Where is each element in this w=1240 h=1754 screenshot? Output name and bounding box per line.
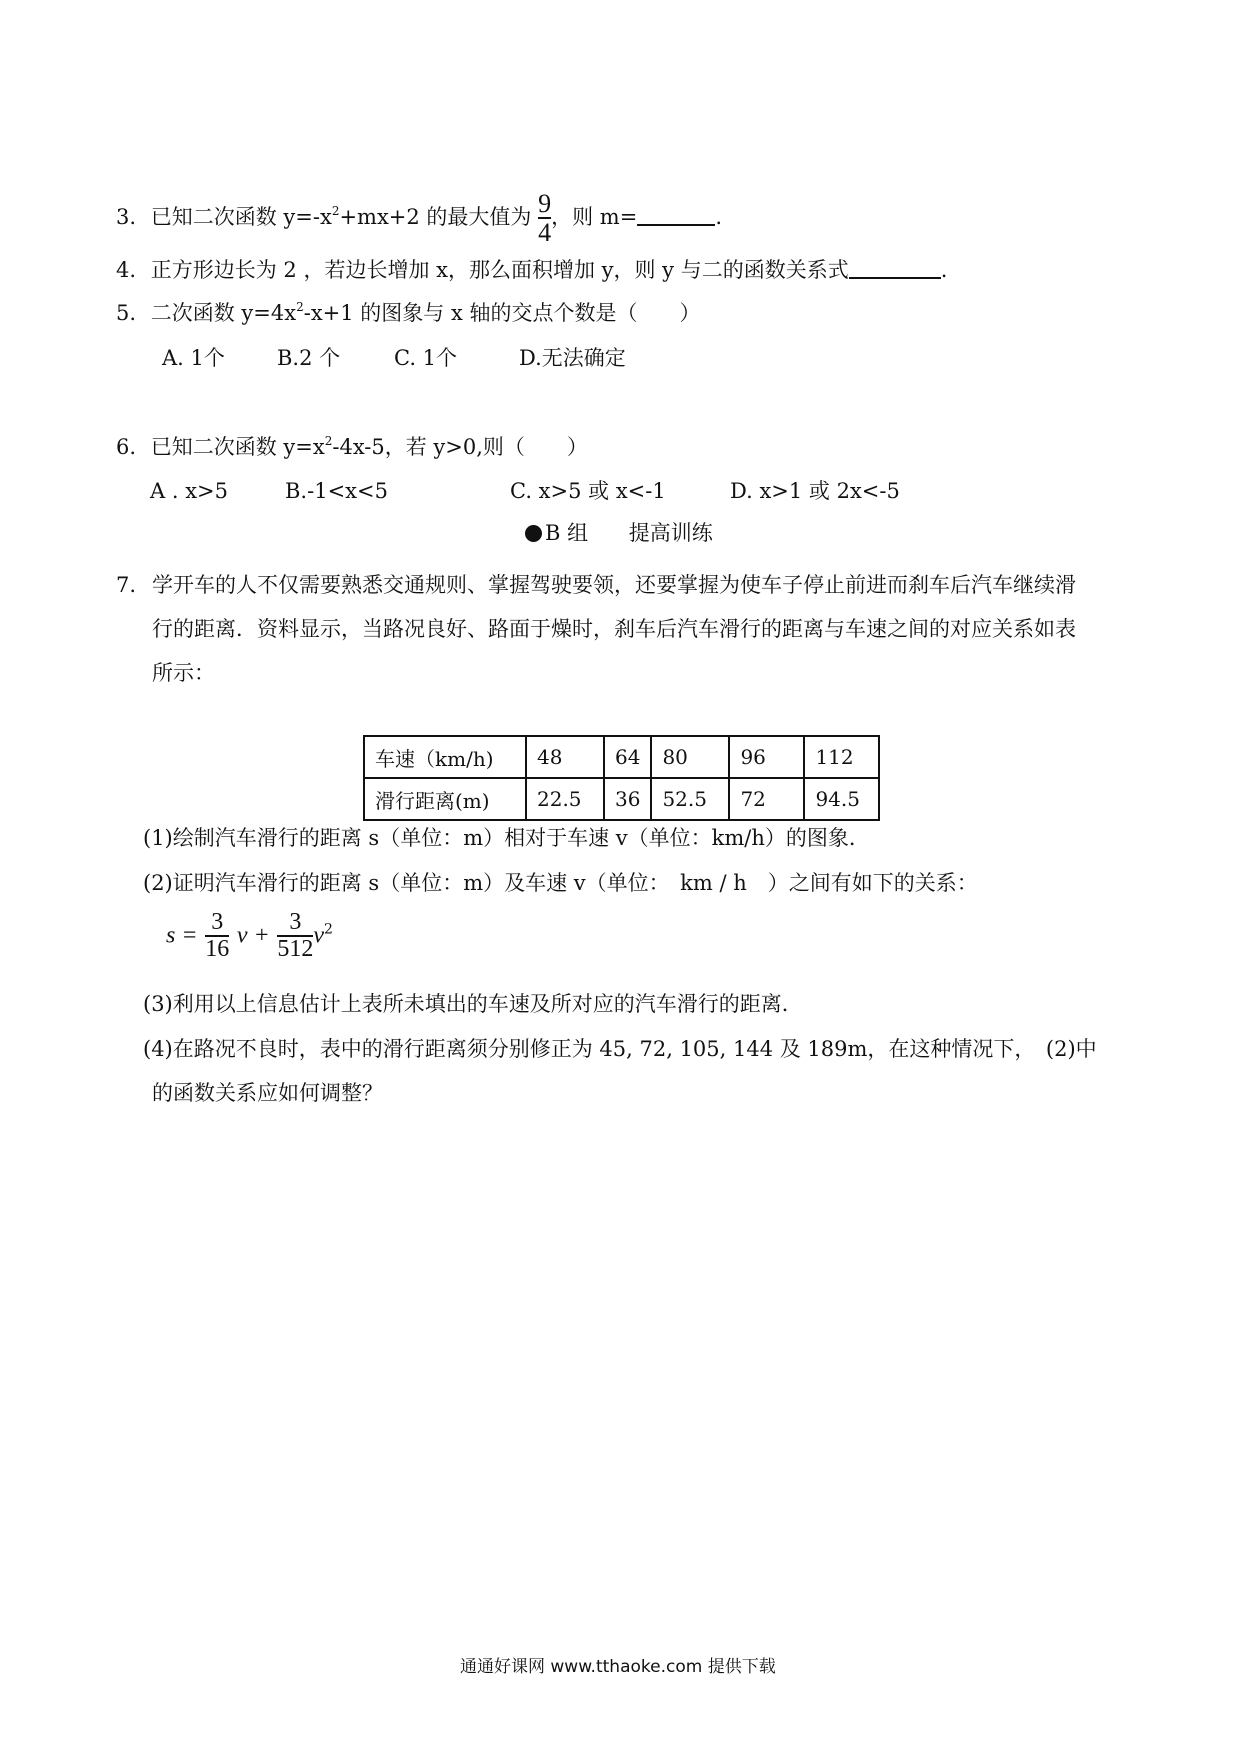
table-cell: 车速（km/h) — [364, 736, 526, 778]
fraction-3-512 — [277, 910, 313, 962]
table-row — [364, 736, 879, 778]
answer-blank[interactable] — [849, 257, 941, 279]
question-text: +mx+2 的最大值为 — [339, 204, 532, 229]
table-cell: 112 — [804, 736, 879, 778]
sub-question-4: (4)在路况不良时，表中的滑行距离须分别修正为 45, 72, 105, 144 及 189m，在这种情况下， (2)中 — [143, 1037, 1097, 1061]
question-number: 4. — [116, 258, 137, 282]
footer-credit: 通通好课网 www.tthaoke.com 提供下载 — [460, 1657, 776, 1677]
option-c[interactable]: C. x>5 或 x<-1 — [510, 479, 666, 503]
table-cell: 36 — [604, 778, 651, 820]
option-d[interactable]: D. x>1 或 2x<-5 — [730, 479, 900, 503]
option-a[interactable]: A . x>5 — [150, 479, 228, 503]
sub-question-1: (1)绘制汽车滑行的距离 s（单位：m）相对于车速 v（单位：km/h）的图象． — [143, 826, 870, 850]
question-text: 已知二次函数 y=x — [150, 435, 325, 459]
bullet-dot-icon — [525, 525, 542, 542]
table-cell: 72 — [729, 778, 804, 820]
exponent: 2 — [296, 300, 304, 314]
question-3 — [116, 189, 722, 248]
denominator: 16 — [205, 936, 230, 963]
speed-distance-table — [363, 735, 880, 821]
question-number: 3. — [116, 204, 137, 229]
answer-blank[interactable] — [637, 204, 715, 226]
fraction-3-16 — [205, 910, 229, 962]
question-text: 已知二次函数 y=-x — [150, 204, 332, 229]
sub-question-3: (3)利用以上信息估计上表所未填出的车速及所对应的汽车滑行的距离． — [143, 992, 803, 1016]
denominator: 4 — [538, 218, 552, 248]
numerator: 3 — [211, 909, 224, 935]
option-b[interactable]: B.2 个 — [277, 346, 341, 370]
exponent: 2 — [323, 921, 333, 938]
q7-line-1: 学开车的人不仅需要熟悉交通规则、掌握驾驶要领，还要掌握为使车子停止前进而刹车后汽车继续滑 — [152, 573, 1076, 597]
denominator: 512 — [277, 936, 314, 963]
table-cell: 22.5 — [526, 778, 604, 820]
question-text: -4x-5，若 y>0,则（ ） — [332, 435, 588, 459]
period: . — [940, 258, 948, 282]
question-text: -x+1 的图象与 x 轴的交点个数是（ ） — [303, 301, 701, 325]
option-c[interactable]: C. 1个 — [394, 346, 458, 370]
formula-lhs: s = — [166, 922, 198, 949]
question-number: 7. — [116, 573, 137, 597]
table-cell: 64 — [604, 736, 651, 778]
section-label: B 组 — [545, 521, 589, 545]
formula — [166, 910, 333, 962]
option-d[interactable]: D.无法确定 — [519, 346, 626, 370]
table-cell: 96 — [729, 736, 804, 778]
q7-line-2: 行的距离．资料显示，当路况良好、路面于燥时，刹车后汽车滑行的距离与车速之间的对应关系如表 — [152, 617, 1076, 641]
table-cell: 52.5 — [651, 778, 729, 820]
table-cell: 滑行距离(m) — [364, 778, 526, 820]
numerator: 3 — [289, 909, 302, 935]
table-cell: 94.5 — [804, 778, 879, 820]
numerator: 9 — [538, 189, 552, 218]
question-4 — [116, 255, 947, 285]
section-b-heading — [525, 518, 713, 548]
section-title: 提高训练 — [628, 521, 713, 545]
option-a[interactable]: A. 1个 — [162, 346, 225, 370]
question-number: 5. — [116, 301, 137, 325]
question-text: 正方形边长为 2 ，若边长增加 x，那么面积增加 y，则 y 与二的函数关系式 — [150, 258, 849, 282]
formula-term: v — [313, 922, 324, 949]
exponent: 2 — [331, 203, 340, 218]
sub-question-4-cont: 的函数关系应如何调整？ — [152, 1081, 383, 1105]
question-text: ，则 m= — [551, 204, 638, 229]
fraction-nine-fourths — [538, 190, 551, 247]
q7-line-3: 所示： — [152, 661, 215, 685]
table-cell: 48 — [526, 736, 604, 778]
table-cell: 80 — [651, 736, 729, 778]
question-number: 6. — [116, 435, 137, 459]
exponent: 2 — [324, 434, 333, 448]
table-row — [364, 778, 879, 820]
question-5 — [116, 298, 700, 328]
formula-term: v + — [236, 922, 270, 949]
sub-question-2: (2)证明汽车滑行的距离 s（单位：m）及车速 v（单位： km / h ）之间有如下的关系： — [143, 871, 978, 895]
period: . — [715, 204, 722, 229]
question-6 — [116, 432, 588, 462]
option-b[interactable]: B.-1<x<5 — [285, 479, 388, 503]
question-text: 二次函数 y=4x — [150, 301, 297, 325]
